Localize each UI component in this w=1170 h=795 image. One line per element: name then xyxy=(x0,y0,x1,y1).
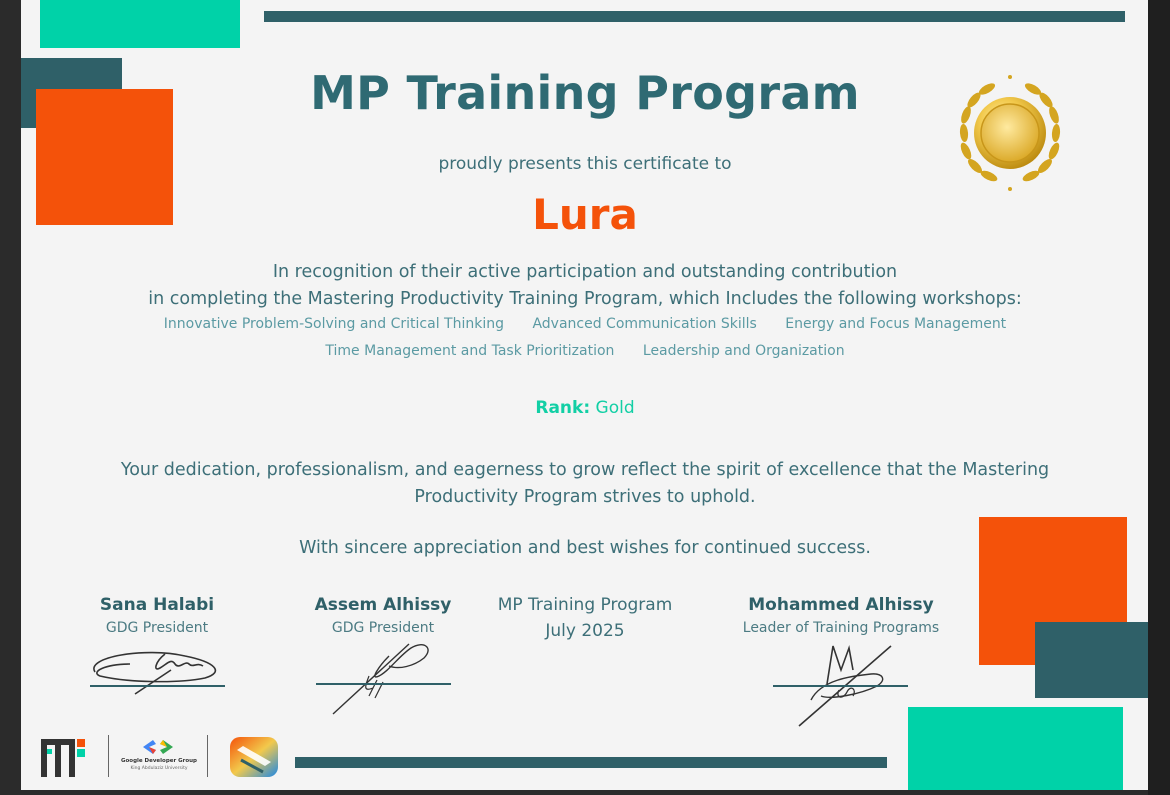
signatory-3 xyxy=(721,595,961,636)
signature-line xyxy=(773,685,908,687)
workshop-list xyxy=(21,311,1149,365)
recognition-line: in completing the Mastering Productivity Training Program, which Includes the following workshops: xyxy=(148,289,1022,309)
rank xyxy=(21,398,1149,418)
workshop-row xyxy=(21,338,1149,365)
app-logo-icon xyxy=(229,736,279,778)
gdg-university: King Abdulaziz University xyxy=(130,766,188,771)
signatory-name: Sana Halabi xyxy=(99,595,215,615)
signature-line xyxy=(90,685,225,687)
signatory-role: GDG President xyxy=(331,620,435,636)
signatory-name: Mohammed Alhissy xyxy=(748,595,934,615)
workshop-row xyxy=(21,311,1149,338)
signatory-name: Assem Alhissy xyxy=(314,595,452,615)
decor-bottom-bar xyxy=(295,757,887,768)
signature-1-icon xyxy=(85,642,235,698)
certificate xyxy=(21,0,1149,790)
decor-teal-block-bottom xyxy=(1035,622,1149,698)
workshop-item: Advanced Communication Skills xyxy=(532,316,757,332)
recognition-line: In recognition of their active participation and outstanding contribution xyxy=(272,262,898,282)
signature-line xyxy=(316,683,451,685)
rank-label: Rank: xyxy=(535,398,591,418)
logo-divider xyxy=(207,735,208,777)
rank-value: Gold xyxy=(595,398,635,418)
dedication-text: Your dedication, professionalism, and eagerness to grow reflect the spirit of excellence that the Mastering Productivity Program strives to uphold. xyxy=(120,460,1050,507)
gdg-logo-icon xyxy=(139,737,177,757)
signatory-1 xyxy=(67,595,247,636)
issue-date: July 2025 xyxy=(545,621,625,641)
certificate-title: MP Training Program xyxy=(310,66,860,120)
signatory-role: GDG President xyxy=(105,620,209,636)
signatory-2 xyxy=(293,595,473,636)
screen-edge xyxy=(1148,0,1170,795)
appreciation-text: With sincere appreciation and best wishes for continued success. xyxy=(299,538,871,558)
signatory-role: Leader of Training Programs xyxy=(742,620,940,636)
workshop-item: Time Management and Task Prioritization xyxy=(325,343,615,359)
recipient-name: Lura xyxy=(532,190,638,239)
gdg-name: Google Developer Group xyxy=(121,758,197,764)
logo-strip xyxy=(35,735,295,780)
decor-mint-block-top xyxy=(40,0,240,48)
issuer-block xyxy=(465,592,705,644)
decor-top-bar xyxy=(264,11,1125,22)
workshop-item: Energy and Focus Management xyxy=(785,316,1007,332)
recognition-text xyxy=(21,259,1149,313)
mp-logo-icon xyxy=(39,735,91,779)
presents-text: proudly presents this certificate to xyxy=(438,154,732,174)
logo-divider xyxy=(108,735,109,777)
workshop-item: Leadership and Organization xyxy=(642,343,845,359)
issuer-program: MP Training Program xyxy=(497,595,673,615)
workshop-item: Innovative Problem-Solving and Critical Thinking xyxy=(163,316,504,332)
signature-2-icon xyxy=(329,636,449,718)
decor-mint-block-bottom xyxy=(908,707,1123,790)
